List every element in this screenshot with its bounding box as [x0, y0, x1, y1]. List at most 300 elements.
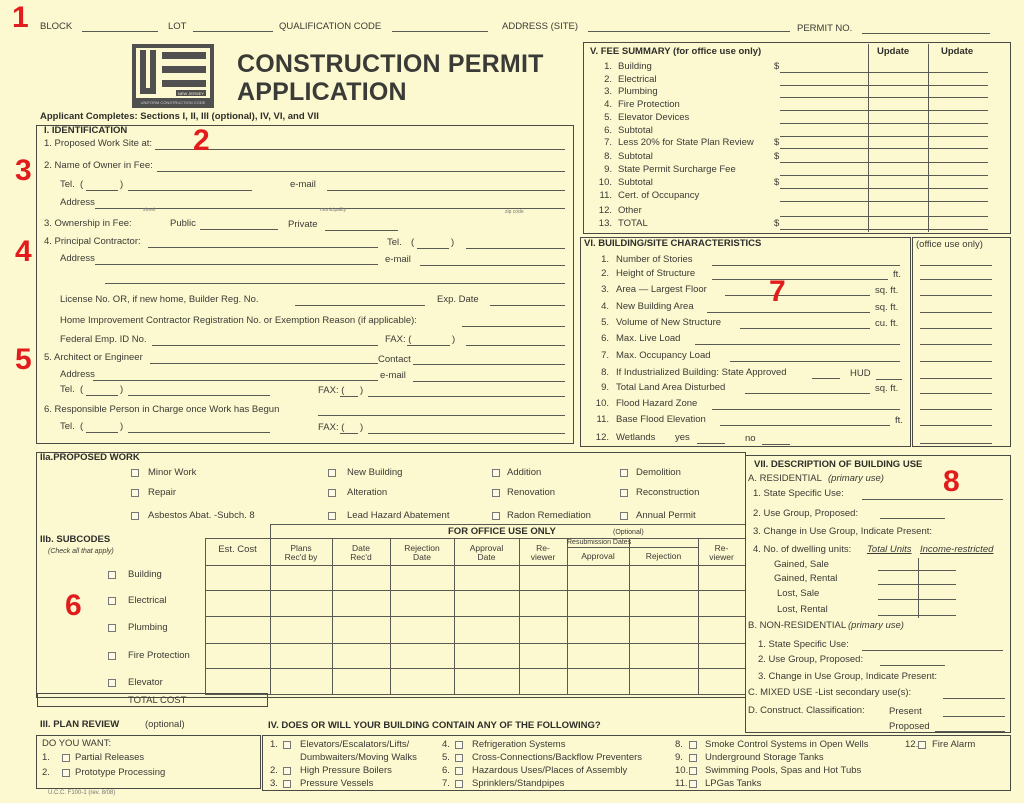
architect-field[interactable]: [150, 363, 378, 364]
proposed-work-checkbox[interactable]: [620, 489, 628, 497]
characteristic-number: 11.: [596, 414, 609, 425]
characteristic-field[interactable]: [720, 425, 890, 426]
contains-checkbox[interactable]: [689, 780, 697, 788]
svg-text:UNIFORM CONSTRUCTION CODE: UNIFORM CONSTRUCTION CODE: [140, 100, 206, 105]
paren: ): [360, 422, 364, 433]
owner-tel-label: Tel.: [60, 179, 75, 190]
contact-field[interactable]: [413, 364, 565, 365]
proposed-work-option: Lead Hazard Abatement: [347, 510, 450, 521]
fee-row-number: 12.: [598, 205, 612, 216]
proposed-work-option: New Building: [347, 467, 403, 478]
owner-tel-field[interactable]: [128, 190, 252, 191]
subcode-label: Electrical: [128, 595, 167, 606]
office-use-field[interactable]: [920, 328, 992, 329]
responsible-field[interactable]: [318, 415, 565, 416]
plan-review-optional: (optional): [145, 719, 185, 730]
exp-date-label: Exp. Date: [437, 294, 479, 305]
unit-label: ft.: [893, 269, 901, 280]
lot-field[interactable]: [193, 31, 273, 32]
fee-row-number: 9.: [604, 164, 612, 175]
responsible-tel-area-code-field[interactable]: [86, 432, 118, 433]
subcode-checkbox[interactable]: [108, 652, 116, 660]
fee-row-label: State Permit Surcharge Fee: [618, 164, 736, 175]
fee-row-label: Other: [618, 205, 642, 216]
fee-row-number: 2.: [604, 74, 612, 85]
proposed-work-option: Asbestos Abat. -Subch. 8: [148, 510, 255, 521]
state-specific-use-label: 1. State Specific Use:: [753, 488, 844, 499]
use-group-proposed-field[interactable]: [880, 518, 945, 519]
fee-row-number: 10.: [598, 177, 612, 188]
svg-text:NEW JERSEY: NEW JERSEY: [177, 91, 205, 96]
fee-row-number: 3.: [604, 86, 612, 97]
responsible-fax-field[interactable]: [368, 433, 565, 434]
dollar-sign: $: [774, 61, 780, 72]
fee-row-label: Fire Protection: [618, 99, 680, 110]
dollar-sign: $: [774, 137, 780, 148]
fee-amount-field[interactable]: [780, 110, 988, 111]
plan-review-checkbox[interactable]: [62, 754, 70, 762]
proposed-work-option: Annual Permit: [636, 510, 696, 521]
permit-no-label: PERMIT NO.: [797, 23, 853, 34]
table-header-bottom[interactable]: [205, 565, 745, 566]
fee-row-label: Elevator Devices: [618, 112, 690, 123]
proposed-work-checkbox[interactable]: [328, 469, 336, 477]
contains-checkbox[interactable]: [283, 780, 291, 788]
office-use-field[interactable]: [920, 344, 992, 345]
dwelling-unit-row-label: Gained, Sale: [774, 559, 829, 570]
contractor-field[interactable]: [148, 247, 378, 248]
license-field[interactable]: [295, 305, 425, 306]
contains-number: 2.: [270, 765, 278, 776]
contains-option: Refrigeration Systems: [472, 739, 566, 750]
contains-checkbox[interactable]: [918, 741, 926, 749]
hud-label: HUD: [850, 368, 871, 379]
proposed-work-checkbox[interactable]: [492, 512, 500, 520]
contains-checkbox[interactable]: [455, 767, 463, 775]
permit-no-field[interactable]: [862, 33, 990, 34]
state-specific-use-field[interactable]: [862, 499, 1003, 500]
fee-amount-field[interactable]: [780, 229, 988, 230]
contains-option: Underground Storage Tanks: [705, 752, 824, 763]
proposed-work-option: Addition: [507, 467, 542, 478]
construct-classification-label: D. Construct. Classification:: [748, 705, 865, 716]
characteristic-field[interactable]: [712, 279, 888, 280]
table-row-border[interactable]: [205, 590, 745, 591]
mixed-use-field[interactable]: [943, 698, 1005, 699]
characteristic-field[interactable]: [730, 361, 900, 362]
architect-fax-area[interactable]: [340, 396, 358, 397]
contains-number: 11.: [675, 778, 688, 789]
unit-label: sq. ft.: [875, 285, 899, 296]
contractor-fax-field[interactable]: [466, 345, 565, 346]
optional-label: (Optional): [613, 529, 644, 536]
characteristic-field[interactable]: [697, 443, 725, 444]
owner-label: 2. Name of Owner in Fee:: [44, 160, 153, 171]
table-column-header: Est. Cost: [218, 544, 257, 555]
exp-date-field[interactable]: [490, 305, 565, 306]
owner-tel-area-code-field[interactable]: [86, 190, 118, 191]
subcode-checkbox[interactable]: [108, 571, 116, 579]
proposed-work-checkbox[interactable]: [328, 489, 336, 497]
plan-review-checkbox[interactable]: [62, 769, 70, 777]
responsible-tel-field[interactable]: [128, 432, 270, 433]
residential-label: A. RESIDENTIAL: [748, 473, 822, 484]
characteristic-label: If Industrialized Building: State Approved: [616, 367, 787, 378]
table-column-header: Rejection Date: [404, 543, 440, 562]
characteristic-field[interactable]: [745, 393, 870, 394]
subcode-checkbox[interactable]: [108, 679, 116, 687]
responsible-fax-label: FAX: (: [318, 422, 345, 433]
table-column-divider: [519, 538, 520, 694]
characteristic-field[interactable]: [725, 295, 870, 296]
dwelling-unit-row-label: Gained, Rental: [774, 573, 838, 584]
characteristic-field[interactable]: [695, 344, 900, 345]
annotation-number: 1: [12, 1, 29, 34]
characteristic-number: 8.: [601, 367, 609, 378]
home-improvement-field[interactable]: [462, 326, 565, 327]
fee-amount-field[interactable]: [780, 188, 988, 189]
contains-number: 4.: [442, 739, 450, 750]
private-label: Private: [288, 219, 318, 230]
office-use-field[interactable]: [920, 443, 992, 444]
fee-row-number: 8.: [604, 151, 612, 162]
fee-amount-field[interactable]: [780, 97, 988, 98]
annotation-number: 3: [15, 154, 32, 187]
contains-heading: IV. DOES OR WILL YOUR BUILDING CONTAIN ANY OF THE FOLLOWING?: [268, 720, 601, 731]
characteristic-label: Base Flood Elevation: [616, 414, 706, 425]
contains-checkbox[interactable]: [455, 741, 463, 749]
architect-fax-field[interactable]: [368, 396, 565, 397]
plan-review-option: Prototype Processing: [75, 767, 166, 778]
contains-option: Elevators/Escalators/Lifts/: [300, 739, 410, 750]
fee-row-label: TOTAL: [618, 218, 648, 229]
office-use-field[interactable]: [920, 312, 992, 313]
table-column-divider: [390, 538, 391, 694]
fee-row-label: Subtotal: [618, 177, 653, 188]
proposed-work-checkbox[interactable]: [492, 469, 500, 477]
characteristic-number: 12.: [595, 432, 609, 443]
subcodes-heading: IIb. SUBCODES: [40, 534, 111, 545]
architect-email-field[interactable]: [413, 381, 565, 382]
owner-address-label: Address: [60, 197, 95, 208]
contains-checkbox[interactable]: [689, 741, 697, 749]
dwelling-unit-row-label: Lost, Rental: [777, 604, 828, 615]
characteristic-number: 1.: [601, 254, 609, 265]
proposed-work-checkbox[interactable]: [131, 469, 139, 477]
nr-state-specific-use-label: 1. State Specific Use:: [758, 639, 849, 650]
nr-use-group-proposed-field[interactable]: [880, 665, 945, 666]
contractor-address-field[interactable]: [95, 264, 378, 265]
dwelling-unit-field[interactable]: [878, 599, 956, 600]
architect-tel-field[interactable]: [128, 395, 270, 396]
hud-field[interactable]: [876, 379, 902, 380]
characteristic-field[interactable]: [740, 328, 870, 329]
characteristic-label: Flood Hazard Zone: [616, 398, 698, 409]
contains-number: 1.: [270, 739, 278, 750]
owner-tel-paren: (: [80, 179, 84, 190]
proposed-work-option: Reconstruction: [636, 487, 700, 498]
present-field[interactable]: [943, 716, 1005, 717]
public-field[interactable]: [200, 229, 278, 230]
plan-review-heading: III. PLAN REVIEW: [40, 719, 120, 730]
paren: ): [452, 334, 456, 345]
fee-row-label: Electrical: [618, 74, 657, 85]
no-field[interactable]: [762, 444, 790, 445]
office-use-field[interactable]: [920, 361, 992, 362]
address-site-field[interactable]: [588, 31, 790, 32]
contains-number: 6.: [442, 765, 450, 776]
applicant-note: Applicant Completes: Sections I, II, III (optional), IV, VI, and VII: [40, 111, 319, 122]
table-row-border[interactable]: [205, 616, 745, 617]
contractor-fax-label: FAX: (: [385, 334, 412, 345]
contractor-email-label: e-mail: [385, 254, 411, 265]
owner-email-field[interactable]: [327, 190, 565, 191]
contractor-tel-field[interactable]: [466, 248, 565, 249]
table-row-border[interactable]: [205, 668, 745, 669]
table-column-divider: [567, 538, 568, 694]
proposed-work-checkbox[interactable]: [620, 512, 628, 520]
federal-id-label: Federal Emp. ID No.: [60, 334, 147, 345]
fee-row-label: Subtotal: [618, 151, 653, 162]
public-label: Public: [170, 218, 196, 229]
dwelling-units-divider: [918, 558, 919, 618]
contains-checkbox[interactable]: [689, 754, 697, 762]
identification-heading: I. IDENTIFICATION: [44, 125, 128, 136]
block-label: BLOCK: [40, 21, 73, 32]
office-use-field[interactable]: [920, 425, 992, 426]
proposed-work-checkbox[interactable]: [131, 489, 139, 497]
proposed-work-checkbox[interactable]: [492, 489, 500, 497]
fee-row-label: Less 20% for State Plan Review: [618, 137, 754, 148]
characteristic-field[interactable]: [712, 409, 900, 410]
characteristic-number: 9.: [601, 382, 609, 393]
lot-label: LOT: [168, 21, 187, 32]
contractor-address-label: Address: [60, 253, 95, 264]
qualification-code-field[interactable]: [392, 31, 488, 32]
subcode-checkbox[interactable]: [108, 597, 116, 605]
contractor-label: 4. Principal Contractor:: [44, 236, 141, 247]
contractor-tel-area-code-field[interactable]: [417, 248, 449, 249]
fee-summary-heading: V. FEE SUMMARY (for office use only): [590, 46, 762, 57]
characteristic-number: 7.: [601, 350, 609, 361]
characteristic-number: 2.: [601, 268, 609, 279]
change-use-group-label: 3. Change in Use Group, Indicate Present:: [753, 526, 933, 537]
characteristic-label: Height of Structure: [616, 268, 696, 279]
fee-amount-field[interactable]: [780, 175, 988, 176]
office-use-only-heading: FOR OFFICE USE ONLY: [448, 526, 556, 537]
zip-caption: zip code: [505, 209, 524, 215]
office-use-field[interactable]: [920, 409, 992, 410]
dwelling-unit-row-label: Lost, Sale: [777, 588, 820, 599]
table-column-header: Plans Rec'd by: [284, 543, 318, 562]
owner-field[interactable]: [157, 171, 565, 172]
characteristic-number: 10.: [595, 398, 609, 409]
characteristic-field[interactable]: [812, 378, 840, 379]
form-revision-footer: U.C.C. F100-1 (rev. 8/08): [48, 790, 116, 796]
table-column-divider: [698, 538, 699, 694]
table-column-divider: [454, 538, 455, 694]
contains-option: Smoke Control Systems in Open Wells: [705, 739, 869, 750]
form-title-line1: CONSTRUCTION PERMIT: [237, 50, 544, 78]
do-you-want-label: DO YOU WANT:: [42, 738, 112, 749]
income-restricted-header: Income-restricted: [920, 544, 994, 555]
characteristic-label: Number of Stories: [616, 254, 693, 265]
owner-tel-paren: ): [120, 179, 124, 190]
mixed-use-label: C. MIXED USE -List secondary use(s):: [748, 687, 912, 698]
proposed-label: Proposed: [889, 721, 930, 732]
dwelling-unit-field[interactable]: [878, 615, 956, 616]
fee-row-number: 11.: [599, 190, 612, 201]
contractor-address-field-2[interactable]: [105, 283, 565, 284]
characteristic-field[interactable]: [712, 265, 900, 266]
table-column-divider: [270, 524, 271, 694]
architect-address-field[interactable]: [93, 380, 378, 381]
subcode-label: Fire Protection: [128, 650, 190, 661]
owner-email-label: e-mail: [290, 179, 316, 190]
responsible-label: 6. Responsible Person in Charge once Work has Begun: [44, 404, 280, 415]
proposed-field[interactable]: [935, 731, 1005, 732]
office-use-field[interactable]: [920, 378, 992, 379]
contact-label: Contact: [378, 354, 411, 365]
nr-change-use-group-label: 3. Change in Use Group, Indicate Present:: [758, 671, 938, 682]
table-column-header: Re- viewer: [530, 543, 556, 562]
contains-checkbox[interactable]: [455, 780, 463, 788]
nr-use-group-proposed-label: 2. Use Group, Proposed:: [758, 654, 864, 665]
architect-label: 5. Architect or Engineer: [44, 352, 143, 363]
proposed-work-option: Alteration: [347, 487, 388, 498]
annotation-number: 5: [15, 343, 32, 376]
contains-number: 7.: [442, 778, 450, 789]
characteristic-label: Volume of New Structure: [616, 317, 722, 328]
fee-amount-field[interactable]: [780, 148, 988, 149]
plan-review-number: 2.: [42, 767, 50, 778]
proposed-work-option: Radon Remediation: [507, 510, 591, 521]
dwelling-unit-field[interactable]: [878, 570, 956, 571]
building-characteristics-heading: VI. BUILDING/SITE CHARACTERISTICS: [584, 238, 762, 249]
office-use-field[interactable]: [920, 295, 992, 296]
resubmission-dates-header: Resubmission Dates: [567, 539, 632, 546]
annotation-number: 8: [943, 465, 960, 498]
update-column-1-header: Update: [877, 46, 910, 57]
table-column-divider: [629, 538, 630, 694]
office-use-field[interactable]: [920, 393, 992, 394]
subcode-label: Building: [128, 569, 162, 580]
fee-amount-field[interactable]: [780, 72, 988, 73]
responsible-fax-area[interactable]: [340, 433, 358, 434]
work-site-label: 1. Proposed Work Site at:: [44, 138, 153, 149]
total-cost-label: TOTAL COST: [128, 695, 187, 706]
proposed-work-option: Minor Work: [148, 467, 197, 478]
contractor-email-field[interactable]: [420, 265, 565, 266]
table-row-border[interactable]: [205, 643, 745, 644]
characteristic-number: 5.: [601, 317, 609, 328]
contains-checkbox[interactable]: [689, 767, 697, 775]
contains-number: 12.: [905, 739, 919, 750]
architect-address-label: Address: [60, 369, 95, 380]
contains-checkbox[interactable]: [283, 767, 291, 775]
characteristic-number: 6.: [601, 333, 609, 344]
proposed-work-option: Renovation: [507, 487, 556, 498]
contains-checkbox[interactable]: [455, 754, 463, 762]
table-top-border[interactable]: [270, 524, 745, 525]
ownership-label: 3. Ownership in Fee:: [44, 218, 132, 229]
subcode-label: Plumbing: [128, 622, 168, 633]
fee-row-label: Cert. of Occupancy: [618, 190, 700, 201]
proposed-work-checkbox[interactable]: [328, 512, 336, 520]
private-field[interactable]: [325, 230, 398, 231]
office-use-field[interactable]: [920, 279, 992, 280]
municipality-caption: municipality: [320, 207, 347, 213]
address-site-label: ADDRESS (SITE): [502, 21, 579, 32]
block-field[interactable]: [82, 31, 158, 32]
contains-number: 5.: [442, 752, 450, 763]
proposed-work-heading: IIa.PROPOSED WORK: [40, 452, 140, 463]
proposed-work-checkbox[interactable]: [131, 512, 139, 520]
characteristic-label: Area — Largest Floor: [616, 284, 707, 295]
fee-row-label: Building: [618, 61, 652, 72]
proposed-work-checkbox[interactable]: [620, 469, 628, 477]
home-improvement-label: Home Improvement Contractor Registration No. or Exemption Reason (if applicable):: [60, 315, 417, 326]
fee-row-number: 6.: [604, 125, 612, 136]
contains-option: Cross-Connections/Backflow Preventers: [472, 752, 643, 763]
fee-amount-field[interactable]: [780, 201, 988, 202]
paren: ): [360, 385, 364, 396]
office-use-label: (office use only): [916, 239, 983, 250]
plan-review-number: 1.: [42, 752, 50, 763]
table-column-header: Approval: [581, 551, 615, 561]
no-label: no: [745, 433, 756, 444]
contractor-fax-area[interactable]: [407, 345, 450, 346]
characteristic-number: 3.: [601, 284, 609, 295]
annotation-number: 7: [769, 275, 786, 308]
contains-option: Sprinklers/Standpipes: [472, 778, 565, 789]
subcode-label: Elevator: [128, 677, 163, 688]
characteristic-number: 4.: [601, 301, 609, 312]
contains-checkbox[interactable]: [283, 741, 291, 749]
resubmission-divider[interactable]: [567, 547, 698, 548]
fee-amount-field[interactable]: [780, 162, 988, 163]
unit-label: sq. ft.: [875, 383, 899, 394]
subcode-checkbox[interactable]: [108, 624, 116, 632]
characteristic-field[interactable]: [707, 312, 870, 313]
fee-amount-field[interactable]: [780, 136, 988, 137]
table-header-border[interactable]: [205, 538, 745, 539]
architect-tel-paren: ): [120, 384, 124, 395]
annotation-number: 4: [15, 235, 32, 268]
fee-amount-field[interactable]: [780, 85, 988, 86]
table-column-header: Date Rec'd: [350, 543, 372, 562]
responsible-tel-label: Tel.: [60, 421, 75, 432]
work-site-field[interactable]: [155, 149, 565, 150]
contains-number: 10.: [675, 765, 689, 776]
fee-amount-field[interactable]: [780, 216, 988, 217]
office-use-field[interactable]: [920, 265, 992, 266]
license-label: License No. OR, if new home, Builder Reg. No.: [60, 294, 259, 305]
non-residential-label: B. NON-RESIDENTIAL: [748, 620, 847, 631]
proposed-work-option: Repair: [148, 487, 176, 498]
annotation-number: 6: [65, 589, 82, 622]
dwelling-unit-field[interactable]: [878, 584, 956, 585]
nr-state-specific-use-field[interactable]: [862, 650, 1003, 651]
fee-amount-field[interactable]: [780, 123, 988, 124]
architect-tel-area-code-field[interactable]: [86, 395, 118, 396]
characteristic-label: New Building Area: [616, 301, 694, 312]
characteristic-label: Max. Occupancy Load: [616, 350, 711, 361]
federal-id-field[interactable]: [152, 345, 378, 346]
table-row-border[interactable]: [205, 694, 745, 695]
fee-row-label: Plumbing: [618, 86, 658, 97]
ucc-new-jersey-logo: [132, 44, 214, 108]
